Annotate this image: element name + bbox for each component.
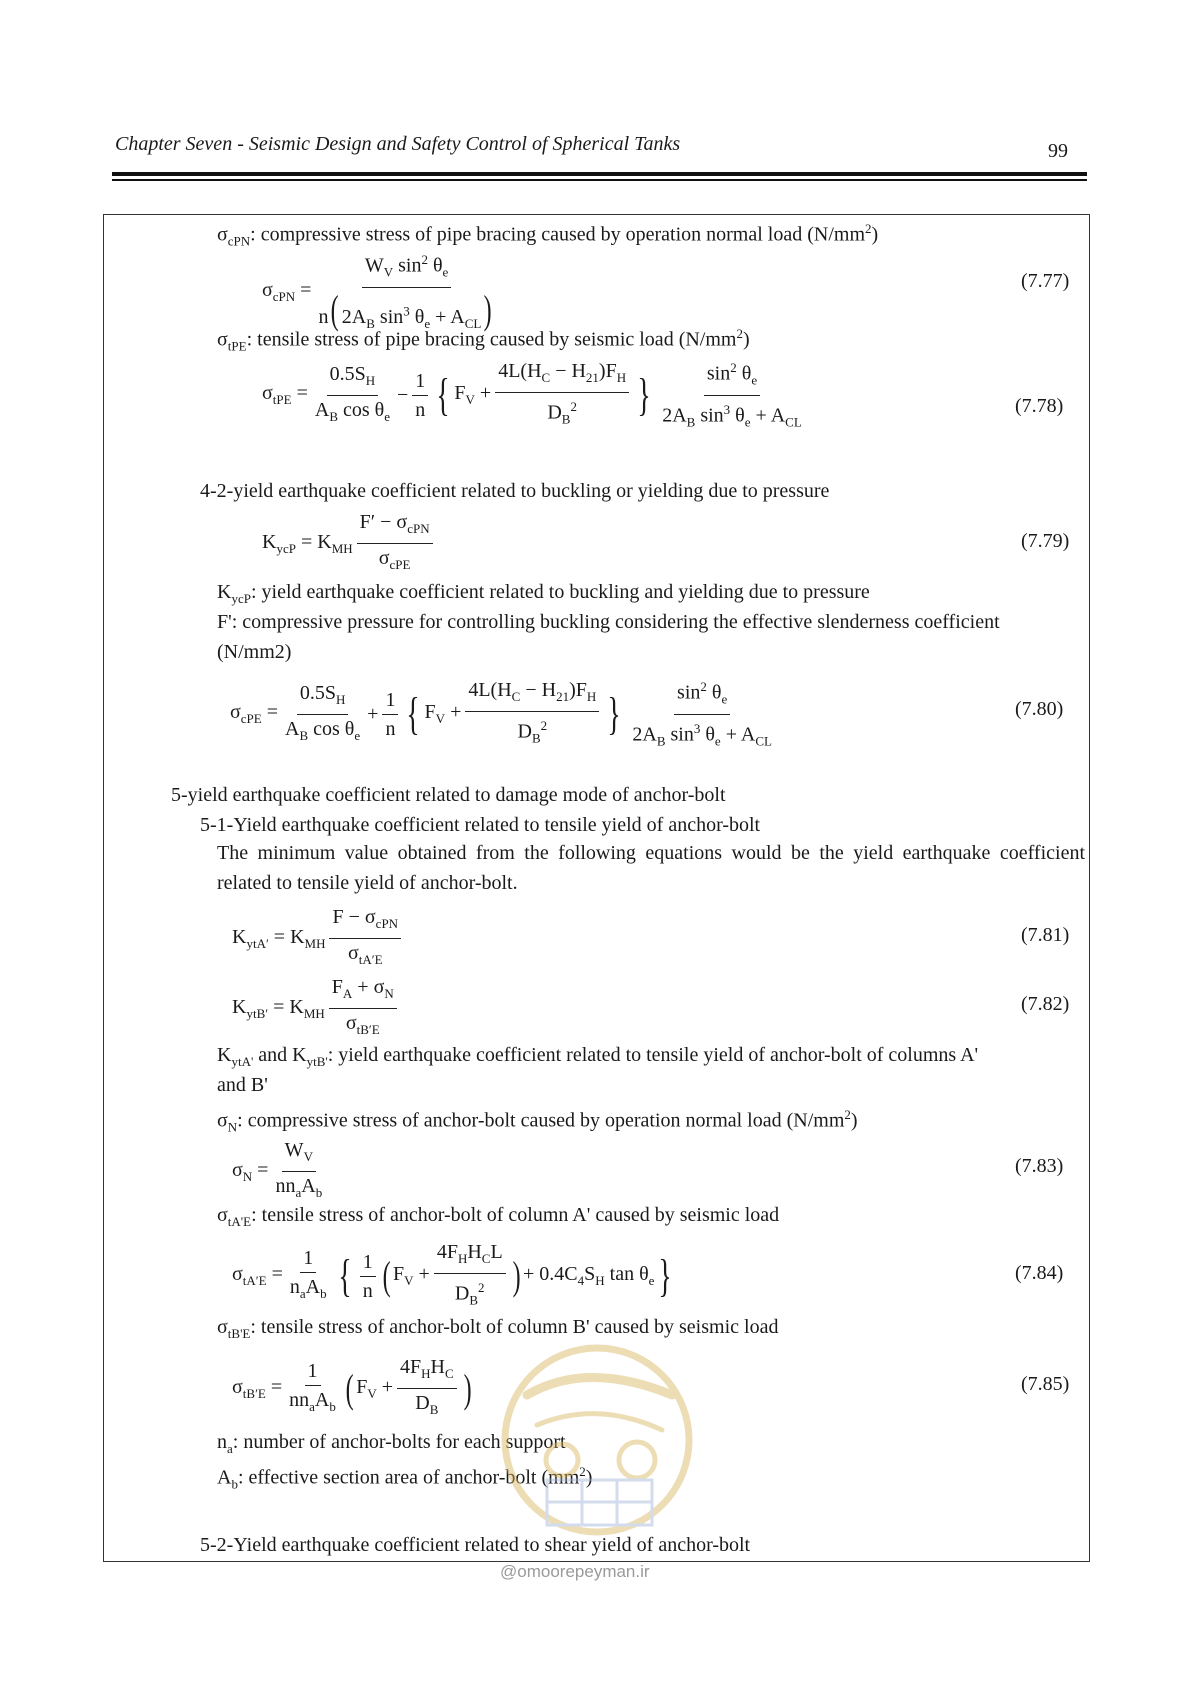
equation-number: (7.81): [1021, 924, 1070, 946]
def-n-a: $n_a$: number of anchor-bolts for each support: [217, 1431, 566, 1456]
heading-5-2: 5-2-Yield earthquake coefficient related to shear yield of anchor-bolt: [200, 1534, 751, 1556]
def-sigma-tbe: $\sigma_{tB'E}$: tensile stress of anchor-bolt of column B' caused by seismic load: [217, 1316, 779, 1341]
page-number: 99: [1048, 140, 1068, 162]
equation-number: (7.82): [1021, 993, 1070, 1015]
equation-7-79: $K_{ycP} = K_{MH}$ $\frac{F' - \sigma_{cPN}}{\sigma_{cPE}}$: [262, 510, 437, 577]
equation-number: (7.80): [1015, 698, 1064, 720]
def-f-prime-unit: (N/mm2): [217, 641, 292, 663]
def-sigma-tpe: $\sigma_{tPE}$: tensile stress of pipe bracing caused by seismic load $(N/mm^2)$: [217, 326, 750, 354]
heading-5-1: 5-1-Yield earthquake coefficient related to tensile yield of anchor-bolt: [200, 814, 761, 836]
def-a-b: $A_b$: effective section area of anchor-bolt $(mm^2)$: [217, 1464, 593, 1492]
equation-7-85: $\sigma_{tB'E}$ = $\frac{1}{nn_aA_b}$ ( $F_V$ + $\frac{4F_HH_C}{D_B}$ ): [232, 1356, 472, 1417]
header-rule-thin: [112, 179, 1087, 181]
equation-7-83: $\sigma_N$ = $\frac{W_V}{nn_aA_b}$: [232, 1139, 323, 1200]
paragraph-5-1: The minimum value obtained from the following equations would be the yield earthquake coefficient related to tensile yield of anchor-bolt.: [217, 842, 1085, 894]
equation-7-82: $K_{ytB'} = K_{MH}$ $\frac{F_A + \sigma_N}{\sigma_{tB'E}}$: [232, 975, 401, 1042]
def-k-yta-ytb: $K_{ytA'}$ and $K_{ytB'}$: yield earthquake coefficient related to tensile yield of anchor-bolt of columns A': [217, 1044, 979, 1069]
watermark-url: @omoorepeyman.ir: [500, 1562, 650, 1581]
equation-number: (7.79): [1021, 530, 1070, 552]
equation-number: (7.85): [1021, 1373, 1070, 1395]
running-header-title: Chapter Seven - Seismic Design and Safety Control of Spherical Tanks: [115, 133, 681, 155]
equation-number: (7.78): [1015, 395, 1064, 417]
equation-7-77: $\sigma_{cPN}$ = $\frac{W_V \sin^2 \theta_e}{n( 2A_B \sin^3 \theta_e + A_{CL})}$: [262, 248, 502, 336]
equation-7-80: $\sigma_{cPE}$ = $\frac{0.5S_H}{A_B \cos \theta_e}$ + $\frac{1}{n}$ { $F_V$ + $\frac{4L(H_C - H_{21})F_H}{D_B^2}$ } $\frac{\sin^2 \theta_e}{2A_B \sin^3 \theta_e + A_{CL}}$: [230, 675, 779, 753]
header-rule-thick: [112, 172, 1087, 176]
def-f-prime: F': compressive pressure for controlling buckling considering the effective slenderness coefficient: [217, 611, 1000, 633]
heading-5: 5-yield earthquake coefficient related to damage mode of anchor-bolt: [171, 784, 726, 806]
def-k-yta-ytb-cont: and B': [217, 1074, 268, 1096]
heading-4-2: 4-2-yield earthquake coefficient related to buckling or yielding due to pressure: [200, 480, 830, 502]
equation-7-84: $\sigma_{tA'E}$ = $\frac{1}{n_aA_b}$ { $\frac{1}{n}$ ( $F_V$ + $\frac{4F_HH_CL}{D_B^2}$ ) + $0.4C_4S_H$ $\tan \theta_e$ }: [232, 1241, 673, 1308]
equation-7-78: $\sigma_{tPE}$ = $\frac{0.5S_H}{A_B \cos \theta_e}$ − $\frac{1}{n}$ { $F_V$ + $\frac{4L(H_C - H_{21})F_H}{D_B^2}$ } $\frac{\sin^2 \theta_e}{2A_B \sin^3 \theta_e + A_{CL}}$: [262, 356, 809, 434]
seal-logo-icon: [497, 1340, 697, 1550]
equation-number: (7.84): [1015, 1262, 1064, 1284]
equation-number: (7.83): [1015, 1155, 1064, 1177]
def-sigma-cpn: $\sigma_{cPN}$: compressive stress of pipe bracing caused by operation normal load $(N/mm^2)$: [217, 221, 879, 249]
def-sigma-n: $\sigma_N$: compressive stress of anchor-bolt caused by operation normal load $(N/mm^2)$: [217, 1107, 858, 1135]
def-k-ycp: $K_{ycP}$: yield earthquake coefficient related to buckling and yielding due to pressure: [217, 581, 870, 606]
def-sigma-tae: $\sigma_{tA'E}$: tensile stress of anchor-bolt of column A' caused by seismic load: [217, 1204, 780, 1229]
equation-number: (7.77): [1021, 270, 1070, 292]
equation-7-81: $K_{ytA'} = K_{MH}$ $\frac{F - \sigma_{cPN}}{\sigma_{tA'E}}$: [232, 905, 405, 972]
